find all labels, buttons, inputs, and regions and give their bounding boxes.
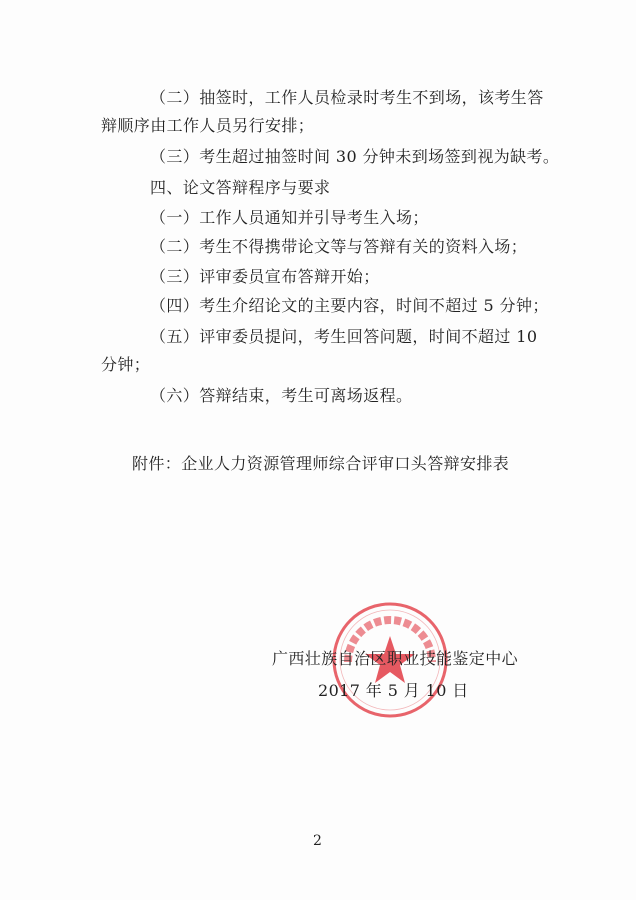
paragraph-line: （二）抽签时，工作人员检录时考生不到场，该考生答 xyxy=(150,88,544,107)
paragraph-line: （六）答辩结束，考生可离场返程。 xyxy=(150,386,413,405)
paragraph-line: 辩顺序由工作人员另行安排； xyxy=(101,116,315,135)
paragraph-line: 分钟； xyxy=(101,355,151,374)
signature-date: 2017 年 5 月 10 日 xyxy=(318,681,469,700)
paragraph-line: （三）考生超过抽签时间 30 分钟未到场签到视为缺考。 xyxy=(150,147,560,166)
page-number: 2 xyxy=(313,833,322,849)
paragraph-line: （五）评审委员提问，考生回答问题，时间不超过 10 xyxy=(150,327,538,346)
section-heading: 四、论文答辩程序与要求 xyxy=(150,178,331,197)
paragraph-line: （四）考生介绍论文的主要内容，时间不超过 5 分钟； xyxy=(150,296,549,315)
paragraph-line: （三）评审委员宣布答辩开始； xyxy=(150,267,380,286)
paragraph-line: （一）工作人员通知并引导考生入场； xyxy=(150,208,429,227)
attachment-note: 附件：企业人力资源管理师综合评审口头答辩安排表 xyxy=(132,454,510,473)
signature-organization: 广西壮族自治区职业技能鉴定中心 xyxy=(272,649,519,668)
paragraph-line: （二）考生不得携带论文等与答辩有关的资料入场； xyxy=(150,237,528,256)
